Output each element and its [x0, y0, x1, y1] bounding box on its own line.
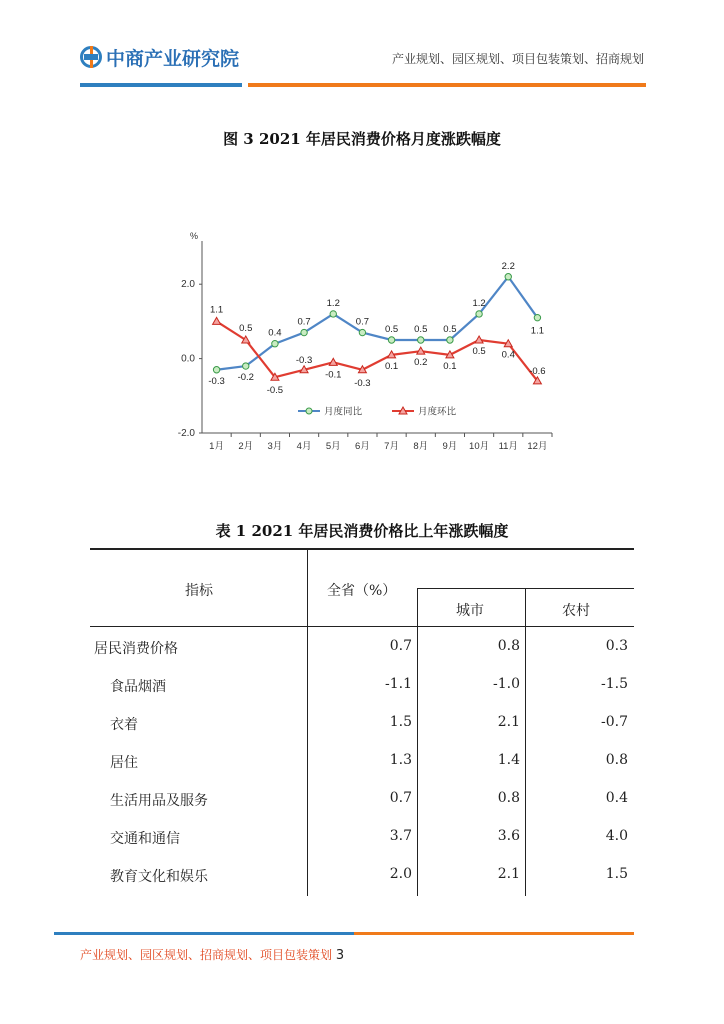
- x-tick-label: 5月: [325, 441, 341, 452]
- figure-title: 图 3 2021 年居民消费价格月度涨跌幅度: [223, 130, 501, 148]
- table-header-border: [90, 626, 634, 627]
- row-province: -1.1: [385, 676, 412, 692]
- data-label: -0.2: [237, 372, 254, 384]
- x-tick-label: 6月: [355, 441, 370, 452]
- data-label: 0.4: [268, 327, 282, 339]
- header-city: 城市: [456, 603, 484, 619]
- header-indicator: 指标: [185, 583, 213, 599]
- row-province: 0.7: [389, 790, 412, 806]
- row-city: 3.6: [497, 828, 520, 844]
- row-name: 交通和通信: [110, 831, 180, 847]
- data-label: 1.1: [209, 304, 224, 316]
- x-tick-label: 11月: [498, 441, 518, 452]
- chart-legend: [298, 406, 457, 418]
- data-point-yoy: [418, 337, 424, 343]
- x-tick-label: 9月: [442, 441, 458, 452]
- data-label: 0.1: [443, 360, 457, 372]
- data-point-mom: [329, 358, 337, 365]
- data-point-yoy: [330, 311, 336, 317]
- data-point-yoy: [359, 329, 365, 335]
- data-point-yoy: [213, 367, 219, 373]
- y-tick-label: 2.0: [181, 279, 195, 291]
- row-name: 衣着: [110, 717, 138, 733]
- legend-marker-yoy: [306, 408, 312, 414]
- row-province: 3.7: [389, 828, 412, 844]
- data-label: 0.5: [239, 323, 253, 334]
- x-tick-label: 2月: [238, 441, 254, 452]
- table-col-divider-3: [525, 588, 526, 896]
- cpi-annual-table: [90, 548, 634, 896]
- footer-rule-orange: [354, 932, 634, 935]
- series-line-yoy: [217, 277, 538, 370]
- data-point-yoy: [447, 337, 453, 343]
- data-point-mom: [213, 317, 221, 324]
- row-rural: 0.8: [605, 752, 628, 768]
- data-label: 0.5: [414, 324, 428, 335]
- row-name: 居民消费价格: [94, 641, 178, 657]
- data-point-yoy: [505, 274, 511, 280]
- data-point-yoy: [476, 311, 482, 317]
- data-label: 1.2: [472, 297, 486, 309]
- y-axis-unit-label: %: [190, 231, 199, 241]
- data-label: 0.2: [414, 357, 428, 369]
- row-city: 2.1: [497, 866, 520, 882]
- x-tick-label: 10月: [469, 441, 490, 452]
- row-city: 1.4: [497, 752, 520, 768]
- footer-text: [80, 946, 344, 963]
- x-tick-label: 8月: [413, 441, 429, 452]
- data-label: 2.2: [501, 260, 515, 272]
- page-number: 3: [335, 948, 345, 963]
- header-tagline: 产业规划、园区规划、项目包装策划、招商规划: [391, 52, 644, 66]
- data-label: 0.1: [384, 360, 399, 372]
- row-province: 1.3: [389, 752, 412, 768]
- data-label: 0.5: [384, 324, 399, 335]
- table-col-divider-1: [307, 548, 308, 896]
- row-city: 0.8: [497, 790, 520, 806]
- data-point-yoy: [534, 314, 540, 320]
- row-city: -1.0: [493, 676, 520, 692]
- row-name: 食品烟酒: [110, 679, 166, 695]
- cpi-monthly-line-chart: [170, 225, 570, 460]
- x-tick-label: 1月: [209, 441, 224, 452]
- y-tick-label: 0.0: [181, 353, 195, 365]
- data-label: 0.5: [472, 346, 486, 357]
- legend-label: 月度环比: [418, 406, 457, 418]
- footer-tagline: 产业规划、园区规划、招商规划、项目包装策划: [80, 948, 333, 962]
- x-tick-label: 7月: [384, 441, 399, 452]
- logo-mark-icon: [80, 46, 102, 68]
- row-name: 生活用品及服务: [110, 793, 208, 809]
- data-label: 0.7: [297, 316, 311, 328]
- data-point-yoy: [388, 337, 394, 343]
- legend-label: 月度同比: [324, 406, 363, 418]
- data-point-yoy: [243, 363, 249, 369]
- chart-series: [213, 274, 545, 384]
- footer-rule-blue: [54, 932, 354, 935]
- chart-labels: [208, 261, 545, 396]
- row-city: 0.8: [497, 638, 520, 654]
- x-tick-label: 12月: [527, 441, 548, 452]
- data-label: 1.2: [326, 297, 340, 309]
- data-label: -0.1: [325, 369, 342, 381]
- row-province: 1.5: [389, 714, 412, 730]
- row-rural: 0.4: [605, 790, 628, 806]
- data-label: 0.4: [501, 349, 515, 361]
- row-city: 2.1: [497, 714, 520, 730]
- row-province: 0.7: [389, 638, 412, 654]
- table-col-divider-2: [417, 588, 418, 896]
- logo-text: 中商产业研究院: [106, 47, 240, 70]
- header-rule-orange: [248, 83, 646, 87]
- row-rural: -0.7: [601, 714, 628, 730]
- data-label: 1.1: [530, 325, 545, 337]
- data-label: -0.6: [529, 365, 546, 377]
- data-point-yoy: [301, 329, 307, 335]
- header-province: 全省（%）: [327, 583, 397, 599]
- row-rural: 1.5: [605, 866, 628, 882]
- row-name: 教育文化和娱乐: [110, 869, 208, 885]
- row-rural: -1.5: [601, 676, 628, 692]
- data-label: -0.3: [295, 354, 313, 366]
- row-province: 2.0: [389, 866, 412, 882]
- row-name: 居住: [110, 755, 138, 771]
- header-rural: 农村: [562, 603, 590, 619]
- company-logo: [80, 44, 239, 70]
- data-point-yoy: [272, 341, 278, 347]
- data-label: -0.5: [266, 385, 284, 397]
- data-label: 0.5: [443, 324, 457, 335]
- data-label: -0.3: [208, 375, 225, 387]
- table-top-border: [90, 548, 634, 550]
- data-label: 0.7: [355, 316, 370, 328]
- x-tick-label: 3月: [267, 441, 283, 452]
- row-rural: 0.3: [605, 638, 628, 654]
- row-rural: 4.0: [605, 828, 628, 844]
- table-title: 表 1 2021 年居民消费价格比上年涨跌幅度: [215, 522, 509, 540]
- y-tick-label: -2.0: [177, 428, 195, 439]
- data-label: -0.3: [354, 377, 371, 389]
- header-rule-blue: [80, 83, 242, 87]
- x-tick-label: 4月: [296, 441, 312, 452]
